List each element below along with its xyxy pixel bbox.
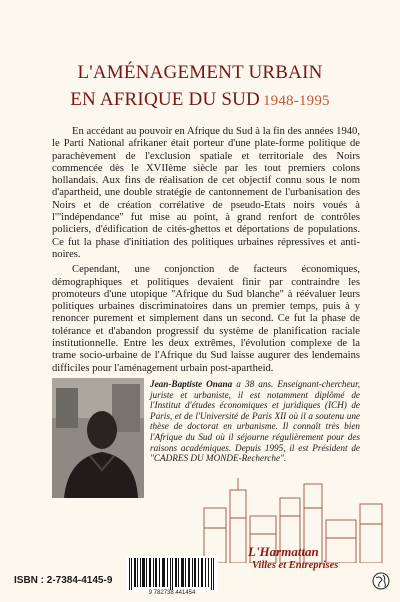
summary-paragraph-2: Cependant, une conjonction de facteurs économiques, démographiques et politiques devaient finir par contraindre les promoteurs d'une utopique "Afrique du Sud blanche" à réévaluer leurs politiques urbaines discriminatoires dans un premier temps, puis à y renoncer purement et simplement dans un second. Ce fut la phase de tolérance et d'abandon progressif du système de planification raciale institutionnelle. Entre les deux extrêmes, l'évolution complexe de la trame socio-urbaine de l'Afrique du Sud laisse augurer des lendemains difficiles pour l'aménagement urbain post-apartheid.: [52, 264, 360, 374]
publisher-series-name: Villes et Entreprises: [252, 560, 339, 571]
title-years: 1948-1995: [262, 93, 330, 109]
globe-icon: [372, 572, 390, 590]
summary-text: [52, 126, 360, 378]
author-bio: [150, 379, 360, 464]
title-line-1: L'AMÉNAGEMENT URBAIN: [77, 62, 323, 83]
author-photo: [52, 378, 144, 498]
isbn-label: ISBN : 2-7384-4145-9: [14, 575, 113, 586]
publisher-logo-name: L'Harmattan: [248, 544, 319, 559]
title-line-2-text: EN AFRIQUE DU SUD: [70, 89, 260, 110]
barcode: [126, 556, 218, 592]
barcode-number: 9 782738 441454: [148, 590, 196, 596]
title-line-2: [0, 89, 400, 111]
author-portrait-image: [52, 378, 144, 498]
summary-paragraph-1: En accédant au pouvoir en Afrique du Sud à la fin des années 1940, le Parti National afrikaner était porteur d'une plate-forme politique de parachèvement de l'exclusion spatiale et territoriale des Noirs commencée dès le XVIIème siècle par les tout premiers colons hollandais. Aux fins de réalisation de cet objectif connu sous le nom d'apartheid, une double stratégie de cantonnement de l'urbanisation des Noirs et de création corrélative de pseudo-Etats noirs voués à l'"indépendance" fut mise au point, à grand renfort de contrôles policiers, d'édification de cités-ghettos et déportations de populations. Ce fut la phase d'initiation des politiques urbaines répressives et anti-noires.: [52, 126, 360, 260]
author-bio-text: a 38 ans. Enseignant-chercheur, juriste et urbaniste, il est notamment diplômé de l'Institut d'études économiques et juridiques (ICH) de Paris, et de l'Université de Paris XII où il a soutenu une thèse de doctorat en urbanisme. Il connaît très bien l'Afrique du Sud où il séjourne régulièrement pour des raisons académiques. Depuis 1995, il est Président de "CADRES DU MONDE-Recherche".: [150, 379, 360, 464]
author-name: Jean-Baptiste Onana: [150, 379, 233, 389]
